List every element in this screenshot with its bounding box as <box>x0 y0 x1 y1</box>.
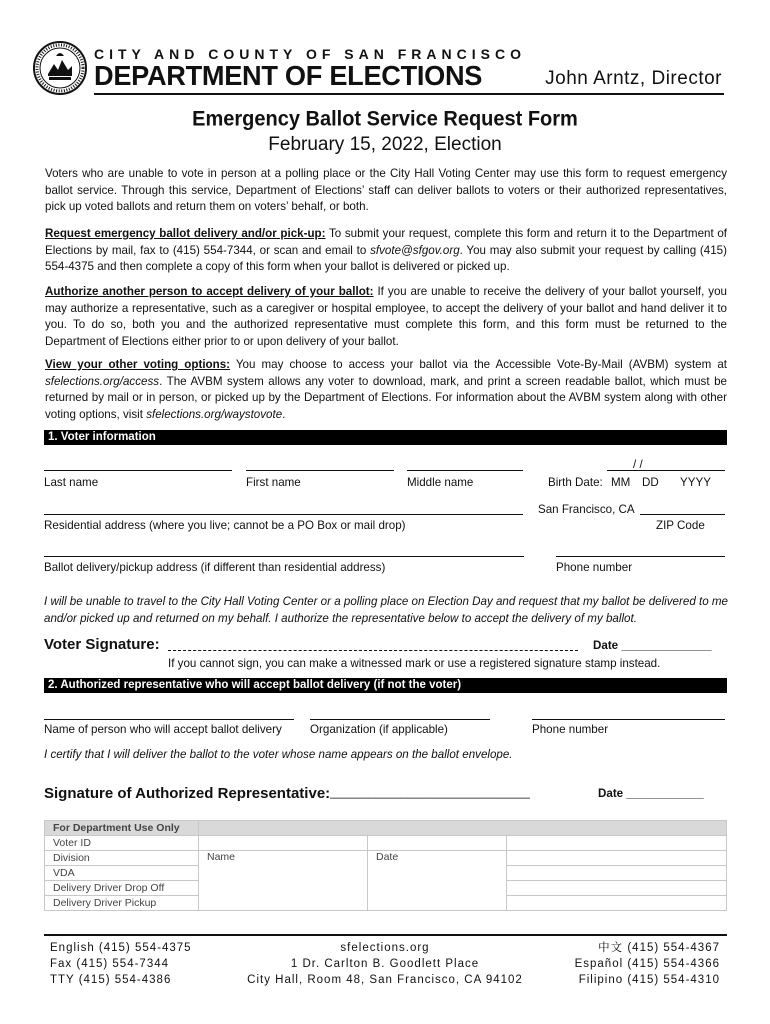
name-column-label: Name <box>199 851 368 911</box>
request-paragraph <box>45 226 727 276</box>
city-county-line: CITY AND COUNTY OF SAN FRANCISCO <box>94 46 526 62</box>
middle-name-label: Middle name <box>407 476 474 489</box>
row-division: Division <box>45 851 199 866</box>
footer-phones-left <box>50 940 192 988</box>
last-name-label: Last name <box>44 476 99 489</box>
voter-phone-label: Phone number <box>556 561 633 574</box>
section1-heading: 1. Voter information <box>44 430 727 445</box>
voter-statement: I will be unable to travel to the City Hall Voting Center or a polling place on Election Day and request that my ballot be delivered to me and/or picked up and returned on my behalf. I authorize the representative below to accept the delivery of my ballot. <box>44 595 728 625</box>
table-row <box>45 821 727 836</box>
certify-statement: I certify that I will deliver the ballot to the voter whose name appears on the ballot envelope. <box>44 748 513 761</box>
request-email[interactable]: sfvote@sfgov.org <box>370 243 460 257</box>
footer-room: City Hall, Room 48, San Francisco, CA 94102 <box>247 974 523 986</box>
footer-street: 1 Dr. Carlton B. Goodlett Place <box>290 958 480 970</box>
zip-code-field[interactable] <box>640 514 725 515</box>
zip-code-label: ZIP Code <box>656 519 705 532</box>
row-driver-drop-off: Delivery Driver Drop Off <box>45 881 199 896</box>
footer-phones-right <box>575 940 720 988</box>
table-cell[interactable] <box>368 836 507 851</box>
footer-address <box>230 940 540 988</box>
delivery-address-field[interactable] <box>44 556 524 557</box>
form-title: Emergency Ballot Service Request Form <box>192 107 578 131</box>
san-francisco-seal-icon <box>32 40 88 96</box>
representative-signature-label: Signature of Authorized Representative: <box>44 785 331 802</box>
authorize-text: If you are unable to receive the delivery of your ballot yourself, you may authorize a representative, such as a caregiver or hospital employee, to accept the delivery of your ballot and hand deliver it to you. To do so, both you and the authorized representative must complete this form, and this form must be returned to the Department of Elections either prior to or upon delivery of your ballot. <box>45 285 727 348</box>
options-text-b: . The AVBM system allows any voter to download, mark, and print a screen readable ballot, which must be returned by mail or in person, or picked up by the Department of Elections. For information about the AVBM system along with other voting options, visit <box>45 374 727 421</box>
birth-date-field[interactable] <box>607 470 725 471</box>
department-use-heading: For Department Use Only <box>45 821 199 836</box>
birth-year-label: YYYY <box>680 476 711 489</box>
birth-date-slashes: / / <box>633 458 643 471</box>
table-cell[interactable] <box>507 896 727 911</box>
first-name-field[interactable] <box>246 470 394 471</box>
birth-day-label: DD <box>642 476 659 489</box>
voter-signature-field[interactable] <box>168 650 578 651</box>
row-voter-id: Voter ID <box>45 836 199 851</box>
footer-chinese-phone: 中文 (415) 554-4367 <box>598 942 720 954</box>
representative-phone-label: Phone number <box>532 723 609 736</box>
department-name: DEPARTMENT OF ELECTIONS <box>94 60 483 91</box>
header-divider <box>94 93 724 95</box>
footer-spanish-phone: Español (415) 554-4366 <box>574 958 720 970</box>
footer-filipino-phone: Filipino (415) 554-4310 <box>578 974 720 986</box>
request-text-a: To submit your request, complete this form and return it to the Department of Elections by mail, fax to (415) 554-7344, or scan and email to <box>45 227 728 257</box>
section2-heading: 2. Authorized representative who will accept ballot delivery (if not the voter) <box>44 678 727 693</box>
options-text-a: You may choose to access your ballot via the Accessible Vote-By-Mail (AVBM) system at <box>230 358 727 371</box>
options-paragraph <box>45 357 727 423</box>
last-name-field[interactable] <box>44 470 232 471</box>
row-vda: VDA <box>45 866 199 881</box>
waystovote-link[interactable]: sfelections.org/waystovote <box>146 407 283 421</box>
voter-date-label[interactable]: Date ______________ <box>593 639 712 652</box>
city-state-text: San Francisco, CA <box>538 503 635 516</box>
residential-address-label: Residential address (where you live; cannot be a PO Box or mail drop) <box>44 519 406 532</box>
footer-divider <box>44 934 727 936</box>
footer-fax: Fax (415) 554-7344 <box>50 958 170 970</box>
representative-date-label[interactable]: Date ____________ <box>598 787 704 800</box>
options-lead: View your other voting options: <box>45 358 231 371</box>
row-driver-pickup: Delivery Driver Pickup <box>45 896 199 911</box>
form-subtitle: February 15, 2022, Election <box>268 134 502 155</box>
footer-website[interactable]: sfelections.org <box>340 942 430 954</box>
table-cell <box>199 821 727 836</box>
table-cell[interactable] <box>507 866 727 881</box>
representative-name-label: Name of person who will accept ballot delivery <box>44 723 282 736</box>
intro-paragraph: Voters who are unable to vote in person at a polling place or the City Hall Voting Center may use this form to request emergency ballot service. Through this service, Department of Elections’ staff can deliver ballots to voters or their authorized representatives, pick up voted ballots and return them on voters’ behalf, or both. <box>45 167 727 213</box>
table-row <box>45 836 727 851</box>
options-text-c: . <box>282 407 286 421</box>
footer-tty: TTY (415) 554-4386 <box>50 974 172 986</box>
date-column-label: Date <box>368 851 507 911</box>
organization-field[interactable] <box>310 719 490 720</box>
request-lead: Request emergency ballot delivery and/or pick-up: <box>45 227 326 240</box>
first-name-label: First name <box>246 476 301 489</box>
residential-address-field[interactable] <box>44 514 523 515</box>
voter-signature-label: Voter Signature: <box>44 636 160 653</box>
table-cell[interactable] <box>507 851 727 866</box>
director-name: John Arntz, Director <box>545 68 722 89</box>
birth-month-label: MM <box>611 476 631 489</box>
signature-note: If you cannot sign, you can make a witnessed mark or use a registered signature stamp instead. <box>168 657 661 670</box>
delivery-address-label: Ballot delivery/pickup address (if different than residential address) <box>44 561 386 574</box>
organization-label: Organization (if applicable) <box>310 723 448 736</box>
request-text-b: . You may also submit your request by calling (415) 554-4375 and then complete a copy of this form when your ballot is delivered or picked up. <box>45 243 727 273</box>
department-use-table <box>44 820 727 911</box>
table-cell[interactable] <box>507 836 727 851</box>
voter-phone-field[interactable] <box>556 556 725 557</box>
middle-name-field[interactable] <box>407 470 523 471</box>
birth-date-label: Birth Date: <box>548 476 603 489</box>
representative-name-field[interactable] <box>44 719 294 720</box>
table-cell[interactable] <box>507 881 727 896</box>
table-cell[interactable] <box>199 836 368 851</box>
access-link[interactable]: sfelections.org/access <box>45 374 160 388</box>
table-row <box>45 851 727 866</box>
authorize-paragraph <box>45 284 727 350</box>
authorize-lead: Authorize another person to accept delivery of your ballot: <box>45 285 374 298</box>
representative-signature-field[interactable]: _______________________________ <box>330 786 530 799</box>
representative-phone-field[interactable] <box>532 719 725 720</box>
footer-english-phone: English (415) 554-4375 <box>50 942 192 954</box>
